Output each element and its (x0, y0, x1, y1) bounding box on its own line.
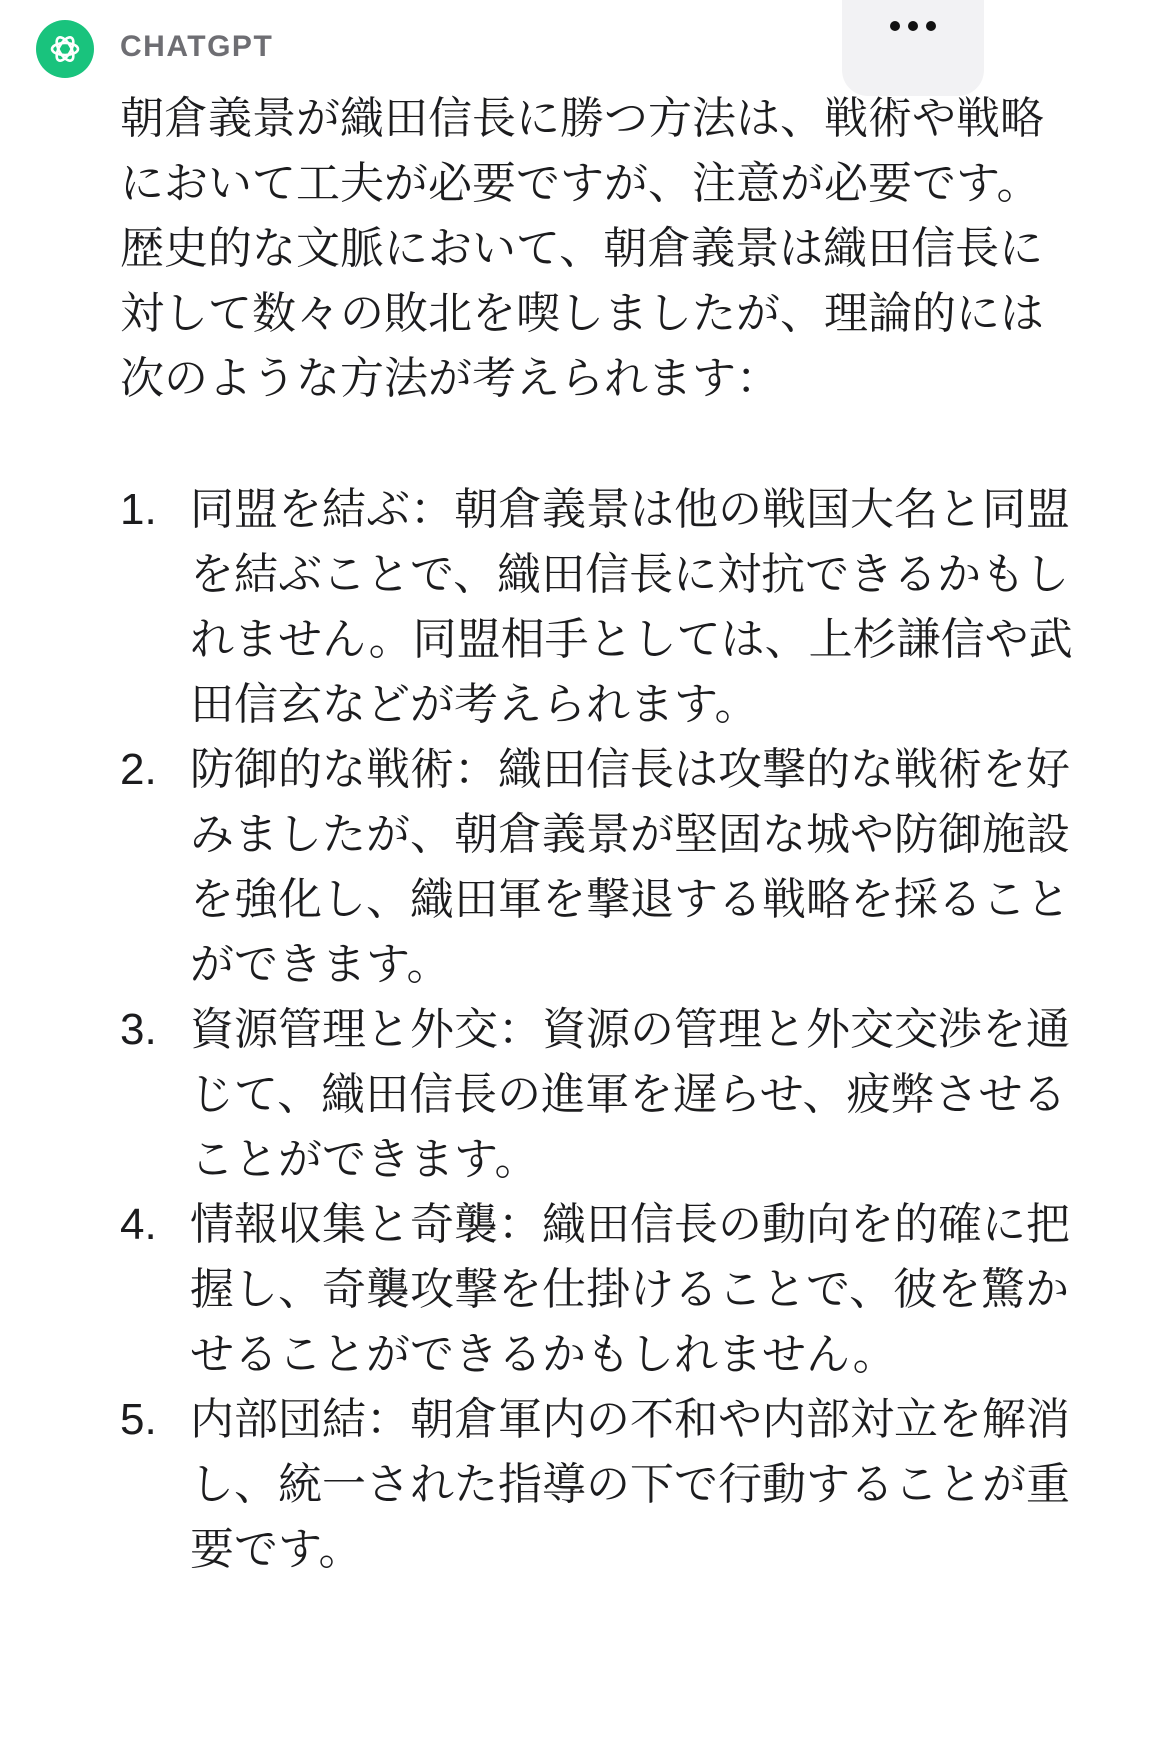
ellipsis-icon (888, 0, 938, 36)
list-item-text: 防御的な戦術：織田信長は攻撃的な戦術を好みましたが、朝倉義景が堅固な城や防御施設を強化し、織田軍を撃退する戦略を採ることができます。 (190, 744, 1070, 990)
numbered-list (120, 477, 1080, 1582)
list-item-number: 4. (120, 1200, 157, 1249)
list-item-number: 2. (120, 745, 157, 794)
list-item-number: 3. (120, 1005, 157, 1054)
list-item-text: 情報収集と奇襲：織田信長の動向を的確に把握し、奇襲攻撃を仕掛けることで、彼を驚かせることができるかもしれません。 (190, 1199, 1070, 1380)
list-item-number: 1. (120, 485, 157, 534)
message-header (36, 14, 1136, 84)
list-item-text: 内部団結：朝倉軍内の不和や内部対立を解消し、統一された指導の下で行動することが重要です。 (190, 1394, 1070, 1575)
message-intro: 朝倉義景が織田信長に勝つ方法は、戦術や戦略において工夫が必要ですが、注意が必要です。歴史的な文脈において、朝倉義景は織田信長に対して数々の敗北を喫しましたが、理論的には次のような方法が考えられます： (120, 93, 1044, 404)
list-item-text: 資源管理と外交：資源の管理と外交交渉を通じて、織田信長の進軍を遅らせ、疲弊させることができます。 (190, 1004, 1070, 1185)
sender-name: CHATGPT (120, 30, 274, 63)
list-item-text: 同盟を結ぶ：朝倉義景は他の戦国大名と同盟を結ぶことで、織田信長に対抗できるかもしれません。同盟相手としては、上杉謙信や武田信玄などが考えられます。 (190, 484, 1073, 730)
list-item-number: 5. (120, 1395, 157, 1444)
list-item (120, 737, 1080, 997)
avatar (36, 20, 94, 78)
list-item (120, 477, 1080, 737)
more-options-button[interactable] (842, 0, 984, 96)
list-item (120, 997, 1080, 1192)
openai-logo-icon (47, 31, 83, 67)
list-item (120, 1192, 1080, 1387)
list-item (120, 1387, 1080, 1582)
message-body (120, 86, 1080, 1582)
